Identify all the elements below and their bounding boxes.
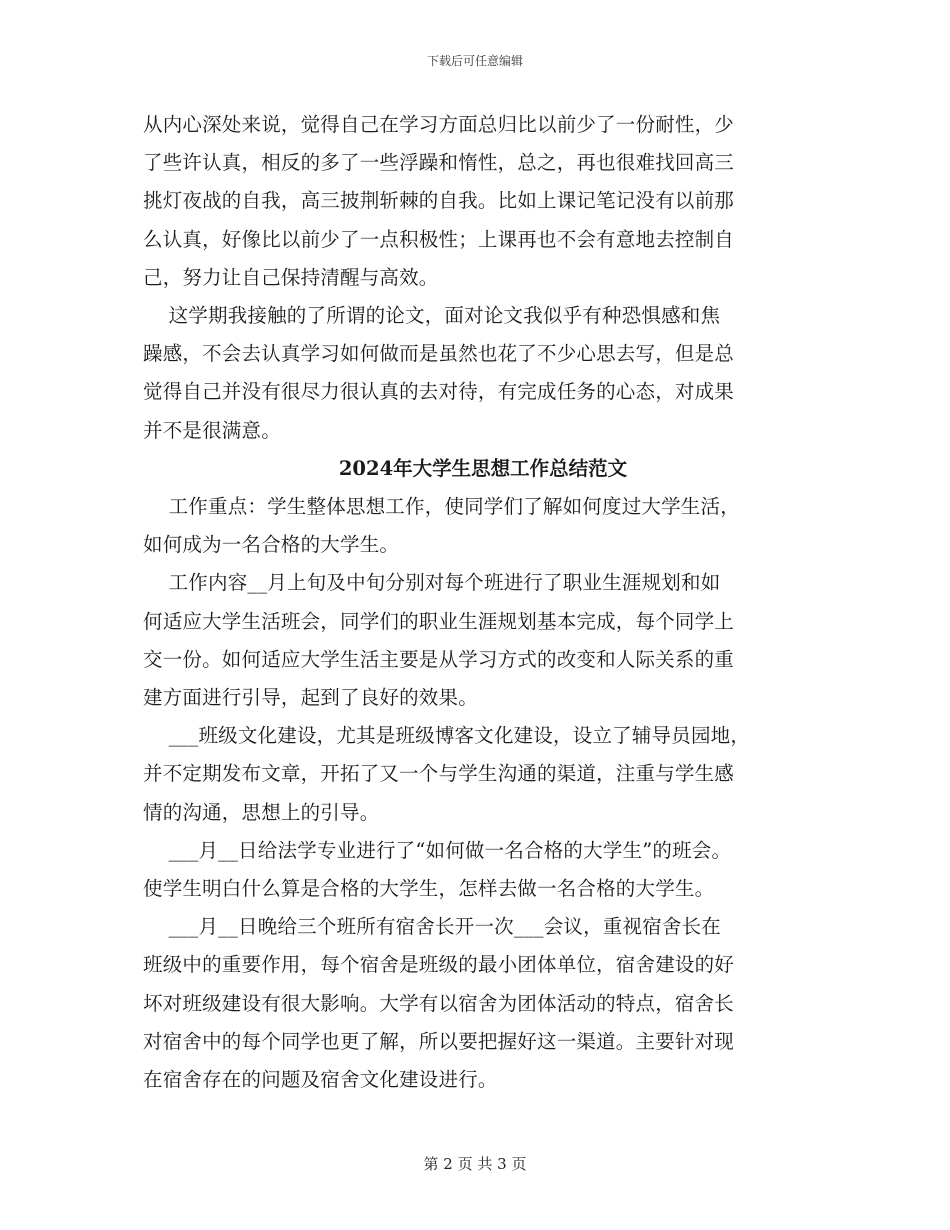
paragraph-6: ___月__日给法学专业进行了“如何做一名合格的大学生”的班会。 使学生明白什么算是合格的大学生，怎样去做一名合格的大学生。 xyxy=(143,838,732,901)
paragraph-2: 这学期我接触的了所谓的论文，面对论文我似乎有种恐惧感和焦 躁感，不会去认真学习如何做而是虽然也花了不少心思去写，但是总 觉得自己并没有很尽力很认真的去对待，有完成任务的心态，对成果 并不是很满意。 xyxy=(143,304,735,442)
paragraph-7: ___月__日晚给三个班所有宿舍长开一次___会议，重视宿舍长在 班级中的重要作用，每个宿舍是班级的最小团体单位，宿舍建设的好 坏对班级建设有很大影响。大学有以宿舍为团体活动的特点，宿舍长 对宿舍中的每个同学也更了解，所以要把握好这一渠道。主要针对现 在宿舍存在的问题及宿舍文化建设进行。 xyxy=(143,915,735,1092)
document-body xyxy=(143,106,823,1099)
paragraph-5: ___班级文化建设，尤其是班级博客文化建设，设立了辅导员园地， 并不定期发布文章，开拓了又一个与学生沟通的渠道，注重与学生感 情的沟通，思想上的引导。 xyxy=(143,724,751,824)
paragraph-3: 工作重点：学生整体思想工作，使同学们了解如何度过大学生活， 如何成为一名合格的大学生。 xyxy=(143,495,740,557)
paragraph-1: 从内心深处来说，觉得自己在学习方面总归比以前少了一份耐性，少 了些许认真，相反的多了一些浮躁和惰性，总之，再也很难找回高三 挑灯夜战的自我，高三披荆斩棘的自我。比如上课记笔记没有以前那 么认真，好像比以前少了一点积极性；上课再也不会有意地去控制自 己，努力让自己保持清醒与高效。 xyxy=(143,113,735,289)
section-title: 2024年大学生思想工作总结范文 xyxy=(338,456,628,480)
paragraph-4: 工作内容__月上旬及中旬分别对每个班进行了职业生涯规划和如 何适应大学生活班会，同学们的职业生涯规划基本完成，每个同学上 交一份。如何适应大学生活主要是从学习方式的改变和人际关系的重 建方面进行引导，起到了良好的效果。 xyxy=(143,571,735,710)
page-footer: 第 2 页 共 3 页 xyxy=(423,1155,527,1173)
page-header: 下载后可任意编辑 xyxy=(426,54,523,68)
